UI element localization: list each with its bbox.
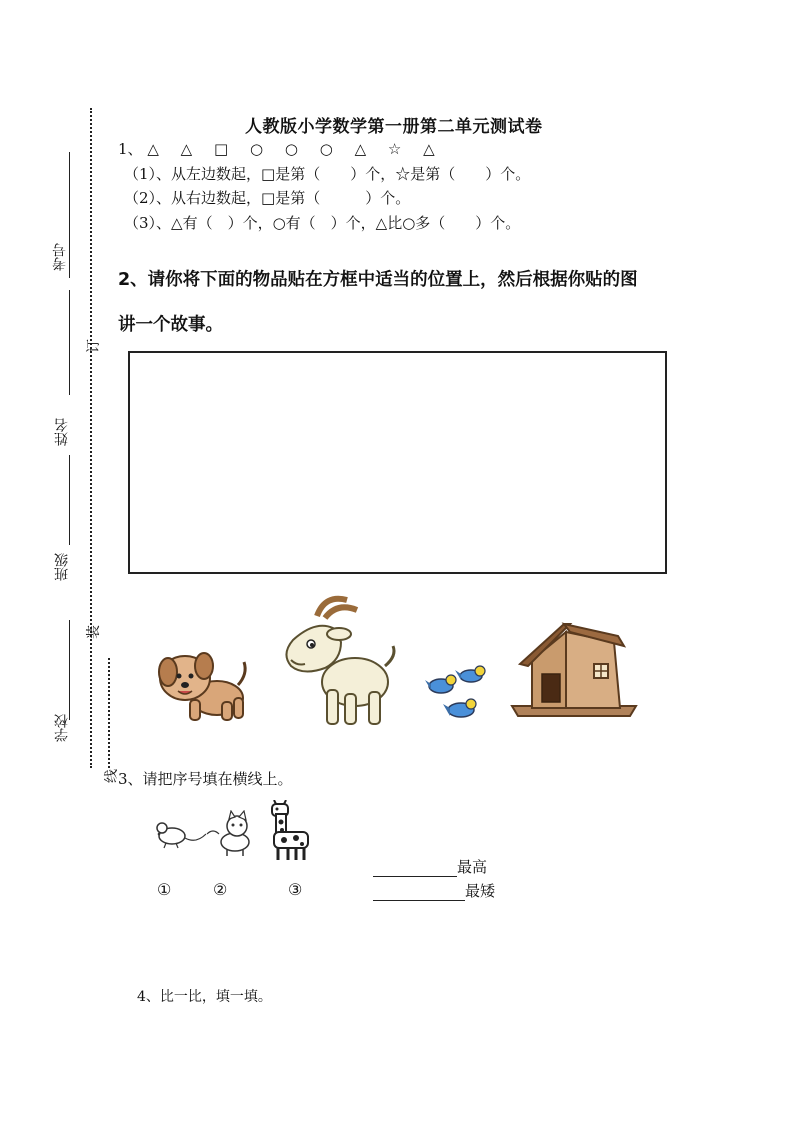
binding-line-school: [69, 620, 70, 720]
label-shortest: 最矮: [465, 882, 496, 900]
answer-blank-shortest[interactable]: [373, 886, 465, 901]
shape-triangle-icon: △: [180, 140, 193, 158]
q1-number: 1、: [118, 140, 143, 158]
q4-prompt: 4、比一比，填一填。: [137, 989, 272, 1005]
answer-line-tallest: [373, 856, 487, 877]
label-name: 姓名: [54, 418, 70, 446]
page-title: 人教版小学数学第一册第二单元测试卷: [245, 117, 543, 137]
shape-triangle-icon: △: [423, 140, 435, 158]
label-xian: 线: [104, 769, 120, 783]
label-school: 学校: [54, 714, 70, 742]
wooden-house-icon[interactable]: [508, 620, 640, 722]
shape-circle-icon: ○: [284, 140, 298, 158]
giraffe-icon: [262, 800, 314, 862]
birds-icon[interactable]: [425, 662, 493, 726]
shape-circle-icon: ○: [319, 140, 333, 158]
shape-circle-icon: ○: [249, 140, 264, 158]
option-number-3: ③: [288, 880, 303, 899]
cat-icon: [205, 810, 257, 858]
label-ding: 订: [86, 339, 102, 353]
binding-dotted-line: [90, 108, 92, 768]
shape-star-icon: ☆: [387, 140, 402, 158]
story-box[interactable]: [128, 351, 667, 574]
answer-line-shortest: [373, 880, 495, 901]
q1-shapes-row: [118, 138, 452, 159]
label-exam-no: 考号: [52, 243, 68, 271]
binding-dotted-line-short: [108, 658, 110, 768]
q3-prompt: 3、请把序号填在横线上。: [118, 770, 293, 788]
option-number-2: ②: [213, 880, 228, 899]
label-tallest: 最高: [457, 858, 488, 876]
goat-icon[interactable]: [275, 594, 400, 729]
mouse-icon: [152, 816, 208, 852]
label-class: 班级: [54, 553, 70, 581]
puppy-icon[interactable]: [152, 640, 252, 726]
q2-line2: 讲一个故事。: [118, 315, 223, 335]
shape-triangle-icon: △: [354, 140, 367, 158]
q1-sub1: （1）、从左边数起，□是第（ ）个，☆是第（ ）个。: [124, 165, 531, 183]
q1-sub3: （3）、△有（ ）个，○有（ ）个，△比○多（ ）个。: [124, 214, 521, 232]
q1-sub2: （2）、从右边数起，□是第（ ）个。: [124, 189, 411, 207]
answer-blank-tallest[interactable]: [373, 862, 457, 877]
binding-line-name: [69, 290, 70, 395]
q2-line1: 2、请你将下面的物品贴在方框中适当的位置上，然后根据你贴的图: [118, 270, 638, 290]
option-number-1: ①: [157, 880, 172, 899]
shape-triangle-icon: △: [147, 140, 159, 158]
binding-line-class: [69, 455, 70, 545]
shape-square-icon: □: [213, 140, 229, 158]
label-zhuang: 装: [86, 625, 102, 639]
